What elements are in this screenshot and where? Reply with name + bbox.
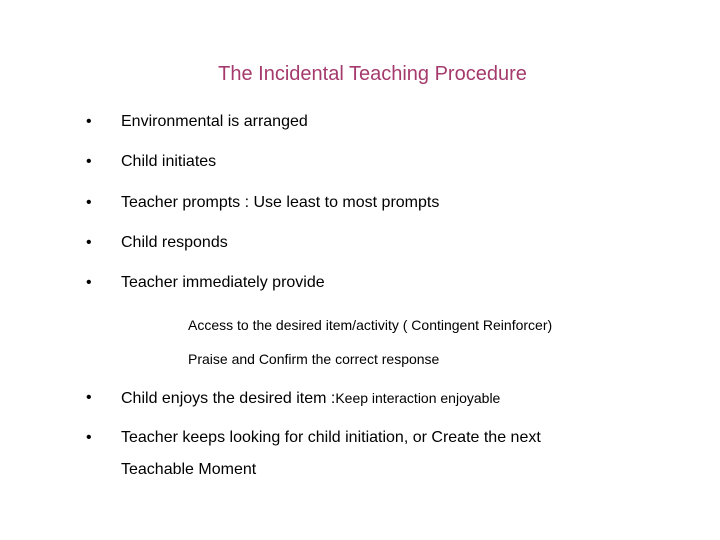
slide-title: The Incidental Teaching Procedure: [218, 63, 527, 85]
bullet-text-line: Teacher keeps looking for child initiation, or Create the next: [121, 429, 541, 446]
bullet-text: Teacher prompts : Use least to most prompts: [121, 194, 440, 211]
bullet-marker: •: [86, 194, 92, 211]
bullet-marker: •: [86, 113, 92, 130]
sub-item: Access to the desired item/activity ( Contingent Reinforcer): [188, 317, 553, 333]
bullet-marker: •: [86, 429, 92, 446]
bullet-main-text: Child enjoys the desired item :: [121, 390, 336, 407]
bullet-marker: •: [86, 389, 92, 406]
bullet-marker: •: [86, 153, 92, 170]
bullet-note-text: Keep interaction enjoyable: [335, 390, 501, 406]
bullet-text-line: Teachable Moment: [121, 461, 257, 478]
sub-item: Praise and Confirm the correct response: [188, 351, 440, 367]
bullet-text: Teacher immediately provide: [121, 274, 325, 291]
bullet-text: Child responds: [121, 234, 228, 251]
bullet-marker: •: [86, 274, 92, 291]
bullet-text: [121, 388, 500, 409]
bullet-marker: •: [86, 234, 92, 251]
bullet-text: Environmental is arranged: [121, 113, 308, 130]
bullet-text: Child initiates: [121, 153, 217, 170]
bullet-text: [121, 428, 541, 480]
